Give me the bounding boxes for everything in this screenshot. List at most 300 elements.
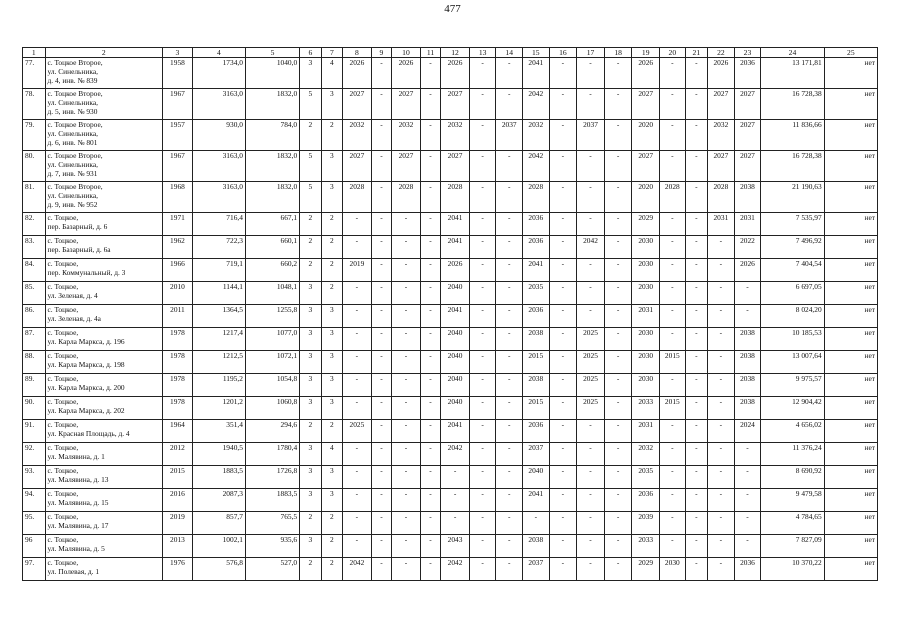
cell-col-21: - [685, 182, 708, 213]
cell-col-21: - [685, 151, 708, 182]
cell-col-3: 1968 [163, 182, 193, 213]
cell-col-9: - [371, 259, 391, 282]
column-header: 10 [392, 48, 421, 58]
address-line: с. Тоцкое, [47, 420, 79, 429]
cell-col-5: 294,6 [245, 420, 299, 443]
column-header: 6 [300, 48, 321, 58]
cell-col-9: - [371, 397, 391, 420]
cell-col-6: 2 [300, 420, 321, 443]
cell-col-10: - [392, 535, 421, 558]
cell-col-6: 2 [300, 120, 321, 151]
cell-col-9: - [371, 512, 391, 535]
cell-col-22: 2027 [708, 89, 735, 120]
cell-col-8: - [343, 443, 372, 466]
cell-col-4: 1201,2 [192, 397, 245, 420]
cell-col-20: - [660, 58, 686, 89]
cell-col-16: - [549, 420, 577, 443]
address-line: ул. Полевая, д. 1 [47, 567, 100, 576]
cell-col-15: 2036 [523, 236, 550, 259]
cell-col-17: 2042 [577, 236, 605, 259]
cell-col-11: - [420, 89, 440, 120]
cell-col-17: - [577, 489, 605, 512]
cell-col-13: - [469, 236, 496, 259]
cell-col-8: - [343, 489, 372, 512]
address-line: ул. Зеленая, д. 4 [47, 291, 98, 300]
cell-col-4: 930,0 [192, 120, 245, 151]
cell-col-14: - [496, 328, 523, 351]
cell-col-18: - [604, 351, 632, 374]
cell-col-3: 2016 [163, 489, 193, 512]
cell-col-7: 3 [321, 466, 342, 489]
cell-col-16: - [549, 512, 577, 535]
cell-col-11: - [420, 282, 440, 305]
column-header: 4 [192, 48, 245, 58]
cell-col-3: 2019 [163, 512, 193, 535]
cell-col-24: 7 535,97 [761, 213, 824, 236]
cell-col-9: - [371, 351, 391, 374]
cell-col-9: - [371, 535, 391, 558]
cell-col-11: - [420, 558, 440, 581]
cell-col-14: - [496, 443, 523, 466]
cell-col-3: 1978 [163, 397, 193, 420]
cell-col-5: 765,5 [245, 512, 299, 535]
cell-col-24: 7 496,92 [761, 236, 824, 259]
cell-col-21: - [685, 328, 708, 351]
cell-col-12: 2040 [441, 351, 470, 374]
cell-col-24: 9 975,57 [761, 374, 824, 397]
cell-col-15: 2042 [523, 151, 550, 182]
cell-col-24: 13 171,81 [761, 58, 824, 89]
cell-col-25: нет [824, 397, 877, 420]
table-row [23, 535, 878, 558]
cell-col-24: 16 728,38 [761, 89, 824, 120]
cell-col-24: 21 190,63 [761, 182, 824, 213]
address-line: ул. Синельника, [47, 191, 98, 200]
cell-col-3: 1964 [163, 420, 193, 443]
cell-col-18: - [604, 282, 632, 305]
address-line: пер. Базарный, д. 6 [47, 222, 108, 231]
address-line: с. Тоцкое, [47, 305, 79, 314]
table-row [23, 466, 878, 489]
address-cell [45, 328, 163, 351]
cell-col-9: - [371, 213, 391, 236]
cell-col-10: - [392, 282, 421, 305]
address-line: пер. Коммунальный, д. 3 [47, 268, 126, 277]
cell-col-16: - [549, 535, 577, 558]
table-row [23, 58, 878, 89]
address-cell [45, 120, 163, 151]
address-line: ул. Карла Маркса, д. 196 [47, 337, 125, 346]
cell-col-5: 1726,8 [245, 466, 299, 489]
cell-col-12: 2040 [441, 282, 470, 305]
cell-col-18: - [604, 420, 632, 443]
cell-col-7: 2 [321, 236, 342, 259]
cell-col-11: - [420, 374, 440, 397]
header-row [23, 48, 878, 58]
cell-col-12: 2032 [441, 120, 470, 151]
address-cell [45, 151, 163, 182]
cell-col-9: - [371, 58, 391, 89]
cell-col-4: 716,4 [192, 213, 245, 236]
cell-col-8: 2032 [343, 120, 372, 151]
cell-col-18: - [604, 489, 632, 512]
cell-col-7: 3 [321, 182, 342, 213]
cell-col-6: 5 [300, 151, 321, 182]
cell-col-7: 2 [321, 213, 342, 236]
cell-col-4: 1883,5 [192, 466, 245, 489]
cell-col-16: - [549, 466, 577, 489]
cell-col-5: 1832,0 [245, 182, 299, 213]
cell-col-21: - [685, 512, 708, 535]
cell-col-18: - [604, 328, 632, 351]
cell-col-13: - [469, 558, 496, 581]
cell-col-25: нет [824, 213, 877, 236]
table-row [23, 558, 878, 581]
cell-col-5: 1077,0 [245, 328, 299, 351]
cell-col-18: - [604, 213, 632, 236]
cell-col-4: 1217,4 [192, 328, 245, 351]
cell-col-14: - [496, 397, 523, 420]
cell-col-3: 1971 [163, 213, 193, 236]
address-cell [45, 489, 163, 512]
cell-col-14: - [496, 151, 523, 182]
page-number: 477 [444, 3, 461, 15]
cell-col-17: 2025 [577, 351, 605, 374]
cell-col-24: 13 007,64 [761, 351, 824, 374]
cell-col-12: 2028 [441, 182, 470, 213]
cell-col-8: 2027 [343, 151, 372, 182]
cell-col-16: - [549, 182, 577, 213]
cell-col-25: нет [824, 236, 877, 259]
column-header: 14 [496, 48, 523, 58]
table-row [23, 120, 878, 151]
cell-col-24: 6 697,05 [761, 282, 824, 305]
cell-col-6: 3 [300, 374, 321, 397]
cell-col-7: 3 [321, 351, 342, 374]
cell-col-23: 2027 [734, 151, 761, 182]
cell-col-15: 2036 [523, 305, 550, 328]
cell-col-18: - [604, 466, 632, 489]
row-number: 77. [23, 58, 46, 89]
cell-col-23: 2038 [734, 182, 761, 213]
address-line: с. Тоцкое, [47, 351, 79, 360]
cell-col-8: - [343, 512, 372, 535]
row-number: 82. [23, 213, 46, 236]
cell-col-20: 2030 [660, 558, 686, 581]
cell-col-16: - [549, 397, 577, 420]
address-line: с. Тоцкое, [47, 397, 79, 406]
cell-col-3: 1978 [163, 374, 193, 397]
cell-col-12: - [441, 512, 470, 535]
address-line: с. Тоцкое Второе, [47, 182, 103, 191]
cell-col-10: - [392, 374, 421, 397]
address-line: с. Тоцкое, [47, 443, 79, 452]
address-line: ул. Красная Площадь, д. 4 [47, 429, 130, 438]
cell-col-4: 3163,0 [192, 89, 245, 120]
address-cell [45, 236, 163, 259]
cell-col-14: 2037 [496, 120, 523, 151]
cell-col-24: 4 656,02 [761, 420, 824, 443]
address-cell [45, 259, 163, 282]
cell-col-19: 2031 [632, 305, 660, 328]
cell-col-19: 2027 [632, 151, 660, 182]
cell-col-22: - [708, 443, 735, 466]
address-cell [45, 58, 163, 89]
cell-col-15: 2037 [523, 443, 550, 466]
cell-col-4: 1002,1 [192, 535, 245, 558]
cell-col-5: 1054,8 [245, 374, 299, 397]
cell-col-21: - [685, 282, 708, 305]
cell-col-9: - [371, 151, 391, 182]
address-line: ул. Синельника, [47, 129, 98, 138]
address-line: ул. Малявина, д. 15 [47, 498, 109, 507]
cell-col-24: 16 728,38 [761, 151, 824, 182]
cell-col-14: - [496, 420, 523, 443]
cell-col-20: - [660, 489, 686, 512]
cell-col-22: - [708, 397, 735, 420]
cell-col-24: 10 185,53 [761, 328, 824, 351]
cell-col-25: нет [824, 259, 877, 282]
cell-col-10: - [392, 236, 421, 259]
cell-col-23: 2036 [734, 558, 761, 581]
address-line: ул. Малявина, д. 17 [47, 521, 109, 530]
row-number: 91. [23, 420, 46, 443]
cell-col-13: - [469, 151, 496, 182]
cell-col-23: 2027 [734, 89, 761, 120]
cell-col-19: 2035 [632, 466, 660, 489]
cell-col-24: 7 404,54 [761, 259, 824, 282]
cell-col-13: - [469, 489, 496, 512]
cell-col-22: - [708, 259, 735, 282]
cell-col-6: 3 [300, 443, 321, 466]
column-header: 9 [371, 48, 391, 58]
cell-col-23: 2038 [734, 374, 761, 397]
cell-col-17: - [577, 58, 605, 89]
address-cell [45, 374, 163, 397]
table-row [23, 305, 878, 328]
cell-col-13: - [469, 512, 496, 535]
cell-col-3: 2015 [163, 466, 193, 489]
cell-col-13: - [469, 328, 496, 351]
cell-col-12: 2040 [441, 374, 470, 397]
cell-col-22: - [708, 374, 735, 397]
cell-col-3: 1978 [163, 328, 193, 351]
cell-col-11: - [420, 151, 440, 182]
cell-col-20: - [660, 89, 686, 120]
cell-col-21: - [685, 535, 708, 558]
cell-col-25: нет [824, 282, 877, 305]
cell-col-19: 2030 [632, 351, 660, 374]
address-line: с. Тоцкое, [47, 213, 79, 222]
address-line: ул. Карла Маркса, д. 200 [47, 383, 125, 392]
cell-col-9: - [371, 89, 391, 120]
cell-col-23: - [734, 282, 761, 305]
cell-col-7: 3 [321, 489, 342, 512]
cell-col-10: - [392, 489, 421, 512]
row-number: 93. [23, 466, 46, 489]
cell-col-3: 2013 [163, 535, 193, 558]
cell-col-13: - [469, 182, 496, 213]
cell-col-19: 2027 [632, 89, 660, 120]
cell-col-13: - [469, 259, 496, 282]
cell-col-16: - [549, 351, 577, 374]
column-header: 20 [660, 48, 686, 58]
cell-col-20: - [660, 466, 686, 489]
address-line: с. Тоцкое, [47, 466, 79, 475]
cell-col-7: 3 [321, 151, 342, 182]
cell-col-17: 2025 [577, 397, 605, 420]
cell-col-20: - [660, 120, 686, 151]
cell-col-9: - [371, 466, 391, 489]
cell-col-7: 2 [321, 512, 342, 535]
cell-col-18: - [604, 259, 632, 282]
cell-col-8: 2028 [343, 182, 372, 213]
cell-col-18: - [604, 535, 632, 558]
cell-col-8: 2027 [343, 89, 372, 120]
cell-col-19: 2030 [632, 236, 660, 259]
cell-col-5: 660,1 [245, 236, 299, 259]
cell-col-17: - [577, 305, 605, 328]
address-cell [45, 305, 163, 328]
cell-col-24: 7 827,09 [761, 535, 824, 558]
row-number: 79. [23, 120, 46, 151]
cell-col-7: 2 [321, 535, 342, 558]
address-line: ул. Карла Маркса, д. 198 [47, 360, 125, 369]
cell-col-4: 1144,1 [192, 282, 245, 305]
cell-col-11: - [420, 120, 440, 151]
cell-col-10: - [392, 443, 421, 466]
address-cell [45, 397, 163, 420]
cell-col-7: 2 [321, 420, 342, 443]
cell-col-10: - [392, 512, 421, 535]
cell-col-14: - [496, 213, 523, 236]
cell-col-19: 2031 [632, 420, 660, 443]
cell-col-23: - [734, 466, 761, 489]
cell-col-20: - [660, 535, 686, 558]
cell-col-17: 2037 [577, 120, 605, 151]
cell-col-20: - [660, 282, 686, 305]
cell-col-4: 857,7 [192, 512, 245, 535]
column-header: 11 [420, 48, 440, 58]
cell-col-22: 2028 [708, 182, 735, 213]
cell-col-15: - [523, 512, 550, 535]
cell-col-5: 1255,8 [245, 305, 299, 328]
cell-col-8: - [343, 351, 372, 374]
cell-col-16: - [549, 328, 577, 351]
cell-col-25: нет [824, 374, 877, 397]
cell-col-7: 3 [321, 305, 342, 328]
cell-col-10: - [392, 466, 421, 489]
address-cell [45, 512, 163, 535]
row-number: 87. [23, 328, 46, 351]
cell-col-3: 2012 [163, 443, 193, 466]
cell-col-12: 2041 [441, 213, 470, 236]
cell-col-4: 576,8 [192, 558, 245, 581]
cell-col-22: 2032 [708, 120, 735, 151]
cell-col-10: 2028 [392, 182, 421, 213]
cell-col-19: 2030 [632, 328, 660, 351]
cell-col-11: - [420, 397, 440, 420]
table-row [23, 328, 878, 351]
column-header: 1 [23, 48, 46, 58]
cell-col-6: 3 [300, 466, 321, 489]
cell-col-19: 2039 [632, 512, 660, 535]
column-header: 13 [469, 48, 496, 58]
cell-col-25: нет [824, 120, 877, 151]
cell-col-15: 2038 [523, 535, 550, 558]
cell-col-10: 2027 [392, 151, 421, 182]
column-header: 17 [577, 48, 605, 58]
cell-col-24: 10 370,22 [761, 558, 824, 581]
address-line: с. Тоцкое Второе, [47, 120, 103, 129]
cell-col-10: 2027 [392, 89, 421, 120]
row-number: 80. [23, 151, 46, 182]
address-line: д. 7, инв. № 931 [47, 169, 98, 178]
cell-col-6: 3 [300, 397, 321, 420]
address-line: ул. Малявина, д. 13 [47, 475, 109, 484]
cell-col-15: 2038 [523, 374, 550, 397]
cell-col-11: - [420, 236, 440, 259]
cell-col-11: - [420, 420, 440, 443]
cell-col-22: - [708, 282, 735, 305]
cell-col-24: 12 904,42 [761, 397, 824, 420]
cell-col-20: - [660, 213, 686, 236]
cell-col-14: - [496, 466, 523, 489]
cell-col-7: 3 [321, 374, 342, 397]
cell-col-7: 2 [321, 558, 342, 581]
address-line: с. Тоцкое Второе, [47, 151, 103, 160]
cell-col-18: - [604, 558, 632, 581]
cell-col-17: - [577, 420, 605, 443]
cell-col-18: - [604, 512, 632, 535]
cell-col-20: - [660, 236, 686, 259]
row-number: 96 [23, 535, 46, 558]
cell-col-13: - [469, 535, 496, 558]
cell-col-18: - [604, 89, 632, 120]
cell-col-23: - [734, 535, 761, 558]
cell-col-13: - [469, 351, 496, 374]
cell-col-11: - [420, 58, 440, 89]
cell-col-6: 3 [300, 351, 321, 374]
cell-col-5: 527,0 [245, 558, 299, 581]
column-header: 2 [45, 48, 163, 58]
cell-col-7: 3 [321, 89, 342, 120]
row-number: 81. [23, 182, 46, 213]
cell-col-19: 2026 [632, 58, 660, 89]
cell-col-12: 2040 [441, 328, 470, 351]
cell-col-14: - [496, 58, 523, 89]
cell-col-15: 2035 [523, 282, 550, 305]
address-line: ул. Синельника, [47, 160, 98, 169]
cell-col-22: - [708, 558, 735, 581]
address-line: с. Тоцкое, [47, 236, 79, 245]
cell-col-22: 2031 [708, 213, 735, 236]
cell-col-18: - [604, 151, 632, 182]
cell-col-18: - [604, 374, 632, 397]
column-header: 24 [761, 48, 824, 58]
cell-col-8: - [343, 374, 372, 397]
cell-col-16: - [549, 259, 577, 282]
cell-col-16: - [549, 489, 577, 512]
table-row [23, 182, 878, 213]
cell-col-7: 3 [321, 328, 342, 351]
cell-col-21: - [685, 236, 708, 259]
cell-col-12: - [441, 489, 470, 512]
cell-col-8: - [343, 213, 372, 236]
cell-col-12: 2040 [441, 397, 470, 420]
cell-col-6: 3 [300, 328, 321, 351]
cell-col-8: - [343, 535, 372, 558]
